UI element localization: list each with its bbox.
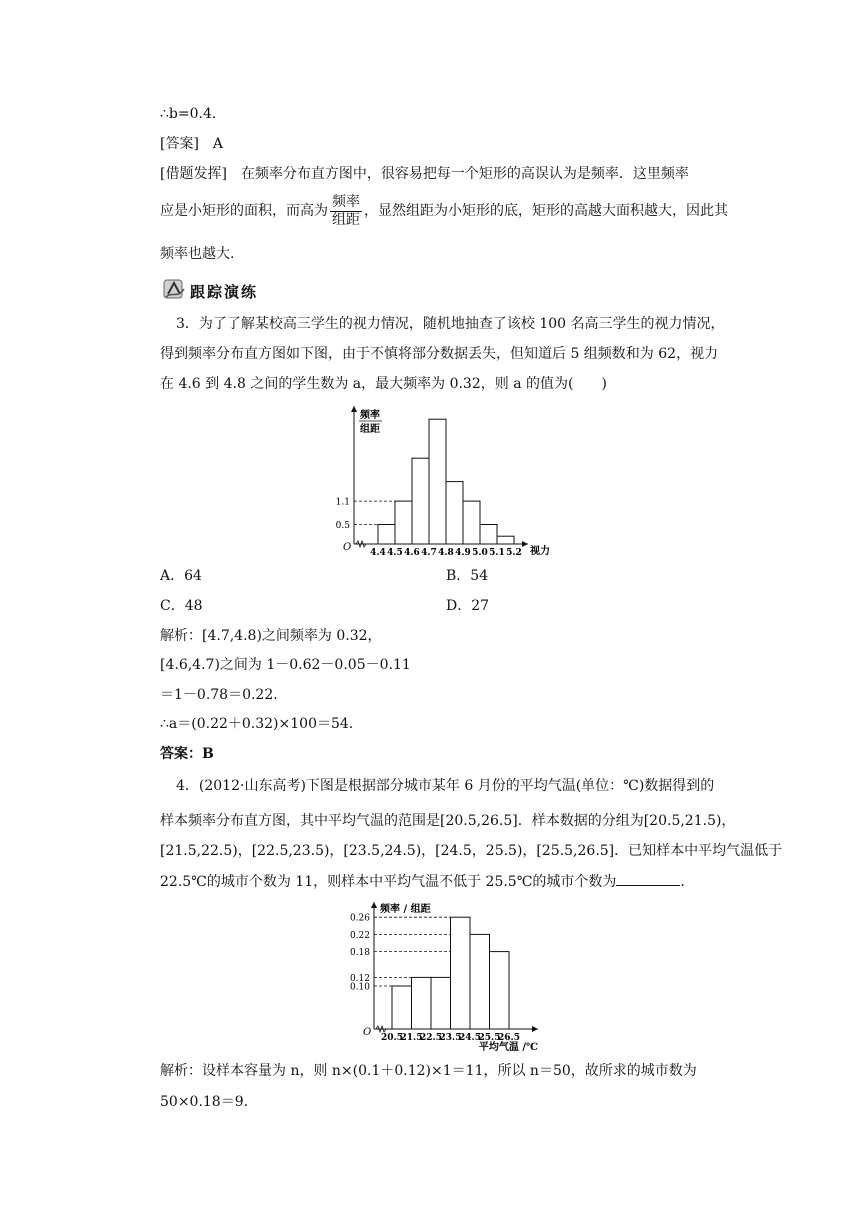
fraction [330, 194, 362, 229]
q3-solution-1: 解析：[4.7,4.8)之间频率为 0.32， [160, 628, 382, 644]
x-tick-label: 25.5 [478, 1033, 501, 1043]
histogram-bar [451, 917, 471, 1029]
q3-line-2: 得到频率分布直方图如下图，由于不慎将部分数据丢失，但知道后 5 组频数和为 62，视力 [160, 346, 719, 362]
x-tick-label: 4.8 [438, 548, 454, 558]
q3-solution-3: ＝1－0.78＝0.22. [160, 687, 278, 703]
y-tick-label: 1.1 [335, 497, 350, 508]
x-tick-label: 24.5 [459, 1033, 481, 1043]
x-tick-label: 22.5 [420, 1033, 442, 1043]
note-line-1 [160, 164, 689, 184]
x-tick-label: 5.2 [506, 548, 522, 558]
histogram-bar [480, 525, 497, 545]
note-text-2b: ，显然组距为小矩形的底，矩形的高越大面积越大，因此其 [364, 203, 728, 219]
histogram-bar [412, 458, 429, 544]
x-tick-label: 4.6 [404, 548, 420, 558]
histogram-bar [470, 934, 490, 1029]
x-tick-label: 4.5 [387, 548, 403, 558]
histogram-bar [446, 482, 463, 544]
section-icon [162, 277, 186, 301]
q3-choice-b[interactable]: B．54 [446, 568, 489, 584]
y-axis-arrow [371, 902, 377, 908]
histogram-bar [392, 986, 412, 1029]
y-tick-label: 0.5 [335, 521, 350, 531]
x-tick-label: 23.5 [439, 1033, 462, 1043]
note-line-2 [160, 193, 728, 229]
x-tick-label: 5.0 [472, 548, 488, 558]
x-axis-label: 视力 [530, 546, 550, 557]
answer-blank[interactable] [616, 871, 680, 886]
q3-solution-4: ∴a＝(0.22＋0.32)×100＝54. [160, 716, 354, 732]
x-axis-arrow [522, 541, 528, 547]
q3-answer: 答案：B [160, 746, 214, 762]
origin-label: O [363, 1027, 372, 1038]
y-tick-label: 0.26 [349, 913, 370, 924]
note-line-3: 频率也越大. [160, 246, 235, 262]
histogram-bar [429, 419, 446, 544]
origin-label: O [343, 542, 352, 553]
y-tick-label: 0.12 [349, 973, 370, 984]
fraction-denominator: 组距 [332, 211, 360, 228]
q4-line-3: [21.5,22.5)，[22.5,23.5)，[23.5,24.5)，[24.5，25.5)，[25.5,26.5]．已知样本中平均气温低于 [160, 843, 783, 859]
y-tick-label: 0.18 [349, 948, 370, 959]
note-label: [借题发挥] [160, 166, 227, 182]
x-tick-label: 5.1 [489, 548, 505, 558]
histogram-bar [395, 501, 412, 544]
q4-solution-2: 50×0.18＝9. [160, 1094, 249, 1110]
y-axis-label-denominator: 组距 [360, 424, 380, 435]
y-axis-label: 频率 / 组距 [380, 904, 431, 915]
q3-line-1: 3．为了了解某校高三学生的视力情况，随机地抽查了该校 100 名高三学生的视力情况， [176, 316, 725, 332]
previous-conclusion: ∴b=0.4. [160, 106, 217, 122]
y-axis-arrow [351, 406, 357, 412]
y-axis-label-numerator: 频率 [360, 410, 380, 421]
note-text-2a: 应是小矩形的面积，而高为 [160, 203, 328, 219]
q4-line-2: 样本频率分布直方图，其中平均气温的范围是[20.5,26.5]．样本数据的分组为[20.5,21.5)， [160, 813, 736, 829]
q4-line-4-text: 22.5℃的城市个数为 11，则样本中平均气温不低于 25.5℃的城市个数为 [160, 874, 617, 890]
y-tick-label: 0.22 [349, 930, 370, 941]
histogram-bar [490, 952, 510, 1029]
x-tick-label: 4.9 [455, 548, 471, 558]
q3-line-3: 在 4.6 到 4.8 之间的学生数为 a，最大频率为 0.32，则 a 的值为( ) [160, 376, 607, 392]
section-title: 跟踪演练 [190, 283, 259, 301]
vision-histogram [330, 402, 560, 562]
x-axis-arrow [532, 1026, 538, 1032]
q4-line-4-end: . [680, 874, 685, 890]
y-tick-label: 0.10 [349, 982, 370, 993]
x-tick-label: 21.5 [400, 1033, 423, 1043]
q3-choice-a[interactable]: A．64 [160, 568, 202, 584]
q3-choice-d[interactable]: D．27 [446, 598, 490, 614]
q3-choice-c[interactable]: C．48 [160, 598, 203, 614]
x-tick-label: 4.4 [370, 548, 386, 558]
x-tick-label: 4.7 [421, 548, 437, 558]
q3-solution-2: [4.6,4.7)之间为 1－0.62－0.05－0.11 [160, 657, 411, 673]
previous-answer: [答案] A [160, 136, 224, 152]
note-text-1: 在频率分布直方图中，很容易把每一个矩形的高误认为是频率．这里频率 [226, 166, 689, 182]
histogram-bar [431, 977, 451, 1029]
histogram-bar [412, 977, 432, 1029]
fraction-numerator: 频率 [332, 193, 360, 210]
x-tick-label: 20.5 [381, 1033, 403, 1043]
histogram-bar [378, 525, 395, 545]
temperature-histogram [340, 898, 560, 1054]
q4-solution-1: 解析：设样本容量为 n，则 n×(0.1＋0.12)×1＝11，所以 n＝50，故所求的城市数为 [160, 1063, 697, 1079]
q4-line-4 [160, 871, 685, 892]
q4-line-1: 4．(2012·山东高考)下图是根据部分城市某年 6 月份的平均气温(单位：℃)数据得到的 [176, 778, 715, 794]
histogram-bar [463, 501, 480, 544]
histogram-bar [497, 536, 514, 544]
x-axis-label: 平均气温 /℃ [478, 1042, 538, 1053]
x-tick-label: 26.5 [498, 1033, 520, 1043]
